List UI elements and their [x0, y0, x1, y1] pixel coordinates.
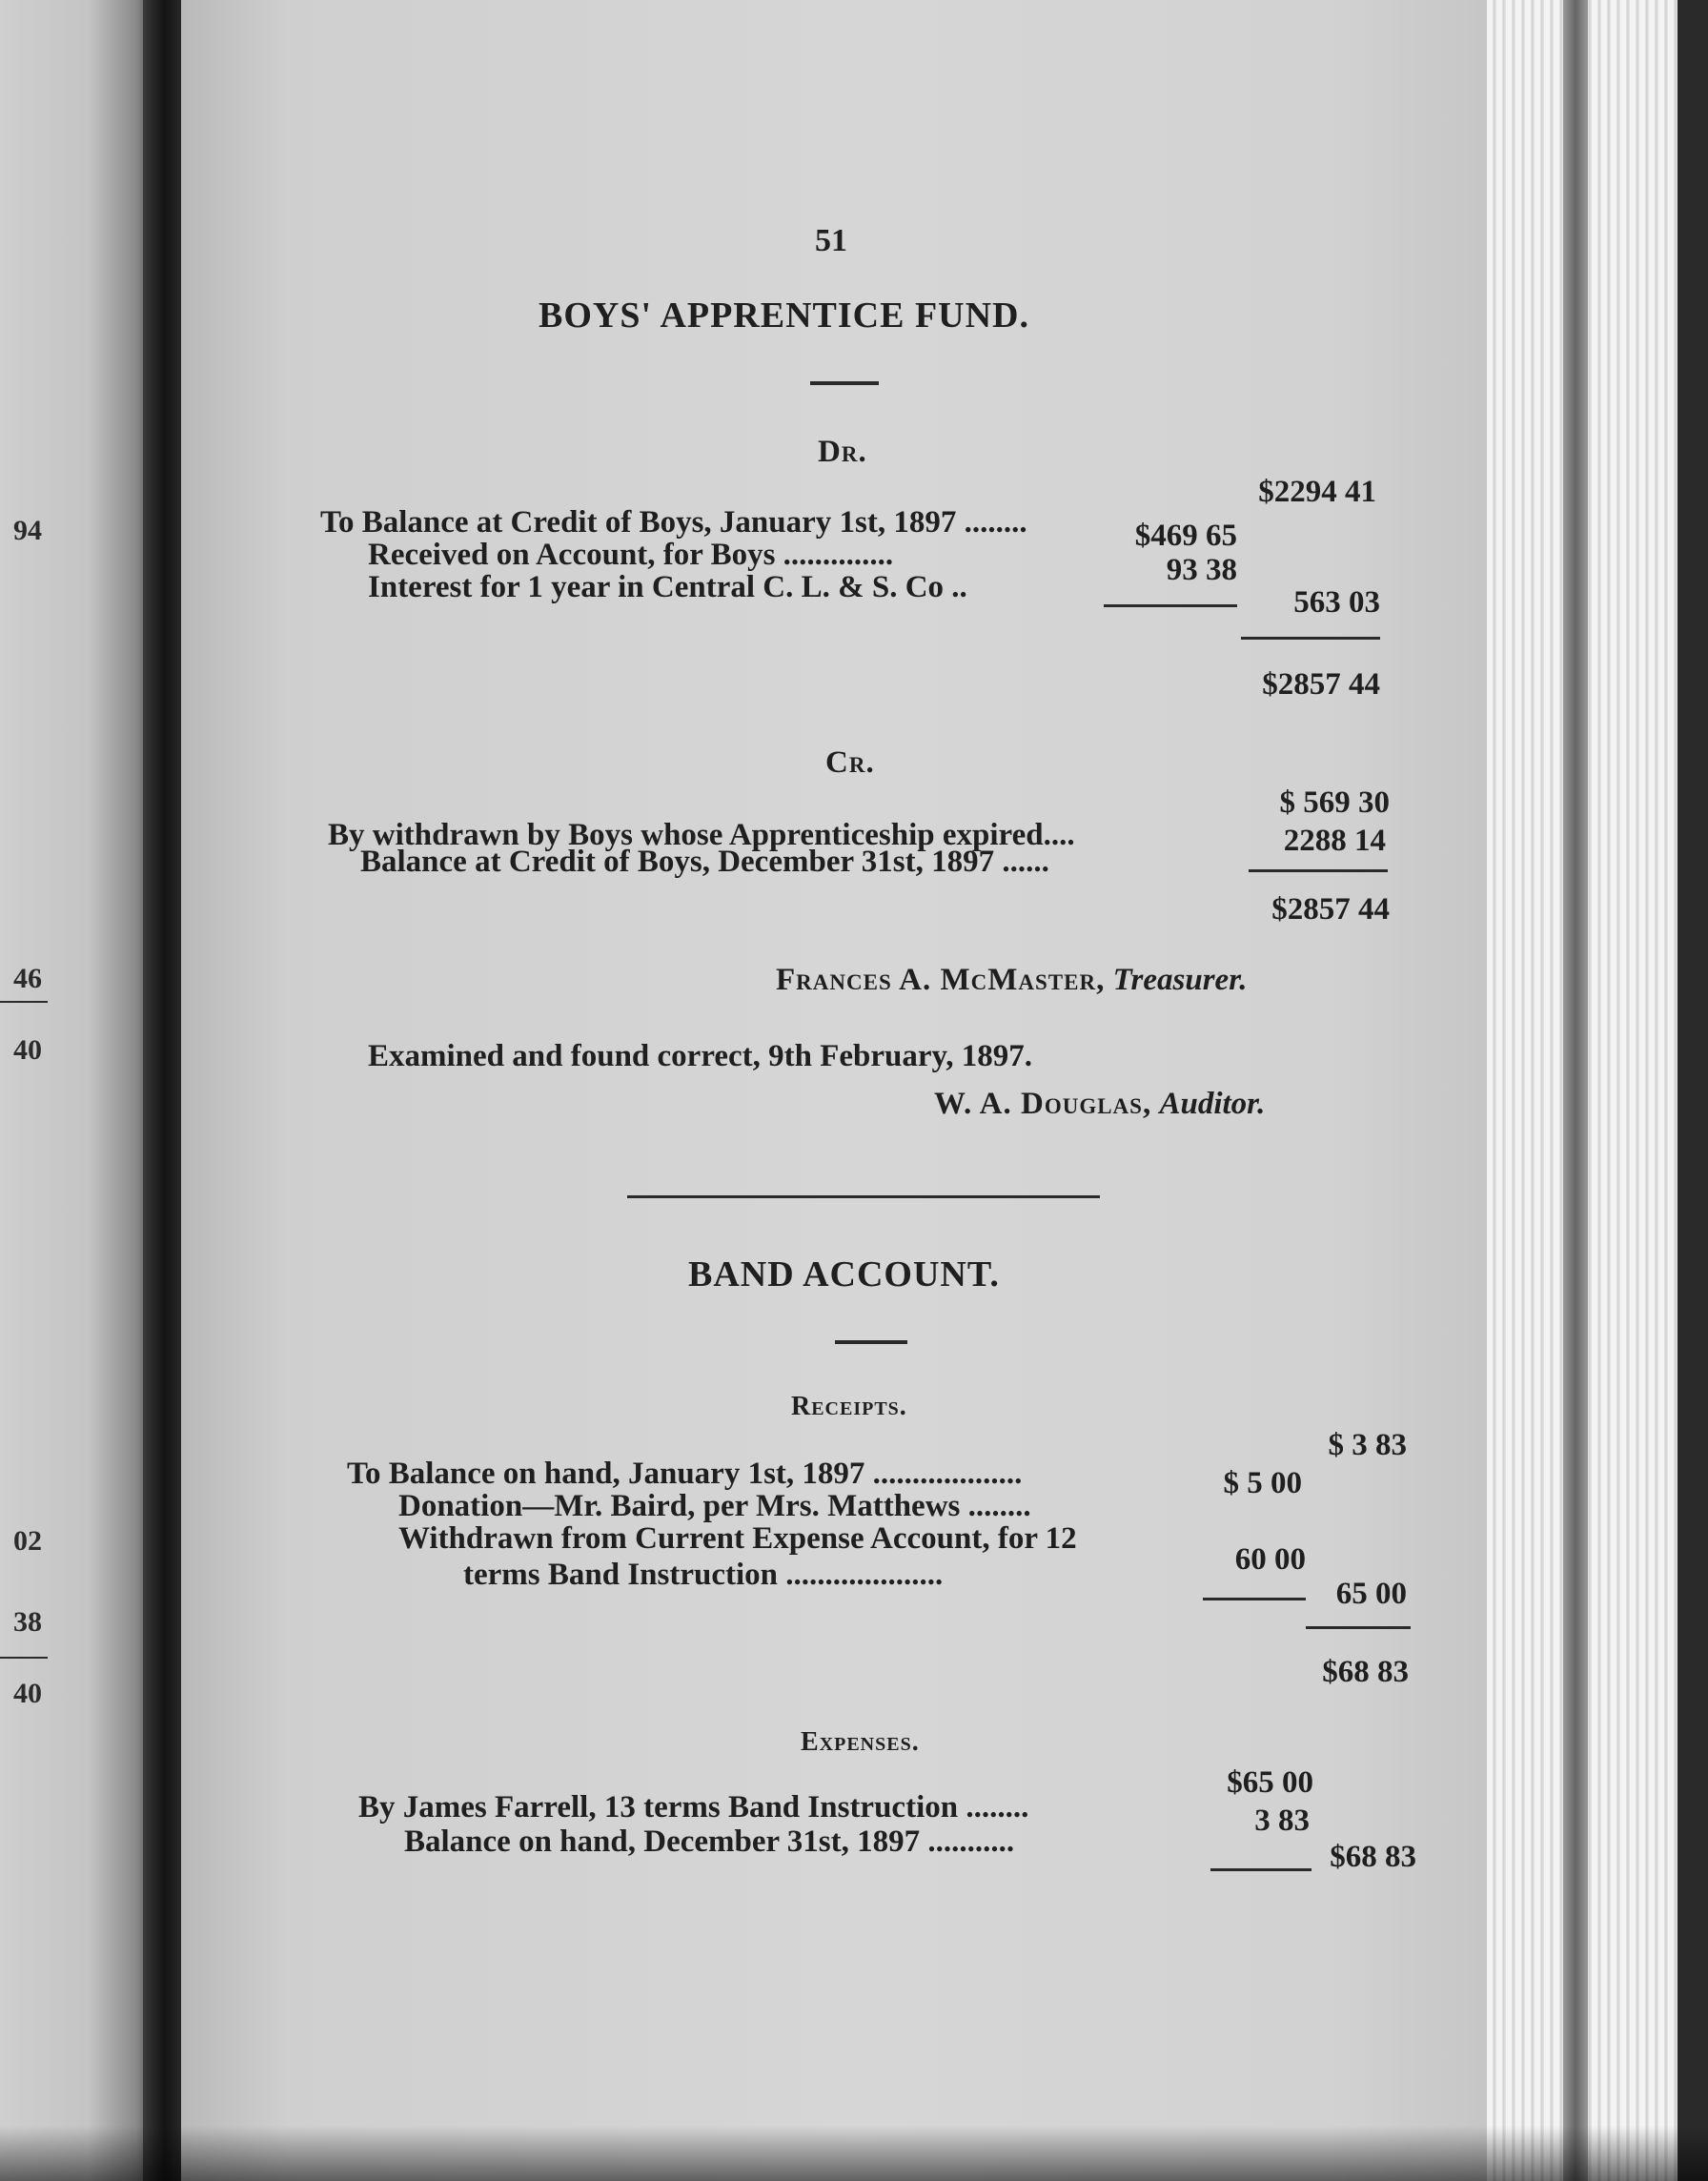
- receipt-line-label: Donation—Mr. Baird, per Mrs. Matthews ........: [398, 1489, 1031, 1523]
- expense-line-label: Balance on hand, December 31st, 1897 ...........: [404, 1824, 1015, 1859]
- section-title-boys-fund: BOYS' APPRENTICE FUND.: [539, 296, 1029, 336]
- examined-statement: Examined and found correct, 9th February, 1897.: [368, 1039, 1032, 1073]
- title-rule: [810, 381, 879, 385]
- expenses-total: $68 83: [1330, 1840, 1416, 1874]
- receipt-line-label: To Balance on hand, January 1st, 1897 ...................: [347, 1457, 1023, 1491]
- debit-subtotal: 563 03: [1293, 585, 1380, 620]
- background-right: [1678, 0, 1708, 2181]
- book-gutter: [143, 0, 186, 2181]
- receipt-line-label: terms Band Instruction ....................: [463, 1558, 944, 1592]
- debit-line-amount: $2294 41: [1258, 475, 1376, 509]
- subtotal-rule: [1203, 1598, 1306, 1600]
- receipt-line-amount: $ 5 00: [1223, 1466, 1302, 1500]
- credit-line-label: By withdrawn by Boys whose Apprenticeship expired....: [328, 818, 1075, 852]
- receipt-line-label: Withdrawn from Current Expense Account, for 12: [398, 1521, 1077, 1556]
- receipts-heading: Receipts.: [791, 1392, 907, 1421]
- credit-total: $2857 44: [1271, 892, 1390, 927]
- treasurer-title: Treasurer.: [1112, 963, 1248, 997]
- left-margin-number: 46: [13, 963, 42, 994]
- treasurer-name: Frances A. McMaster,: [776, 963, 1106, 997]
- section-title-band-account: BAND ACCOUNT.: [688, 1254, 1000, 1294]
- left-margin-number: 02: [13, 1525, 42, 1557]
- left-margin-number: 40: [13, 1678, 42, 1709]
- debit-line-label: Interest for 1 year in Central C. L. & S. Co ..: [368, 570, 967, 604]
- debit-line-amount: $469 65: [1134, 519, 1237, 553]
- debit-heading: Dr.: [818, 435, 867, 469]
- debit-total: $2857 44: [1262, 667, 1380, 702]
- left-margin-number: 38: [13, 1606, 42, 1638]
- receipt-line-amount: 60 00: [1234, 1542, 1306, 1577]
- credit-line-label: Balance at Credit of Boys, December 31st, 1897 ......: [360, 845, 1049, 879]
- expense-line-amount: $65 00: [1227, 1765, 1313, 1800]
- total-rule: [1306, 1626, 1411, 1629]
- expense-line-label: By James Farrell, 13 terms Band Instruction ........: [358, 1790, 1029, 1824]
- credit-total-rule: [1249, 869, 1388, 872]
- left-margin-rule: [0, 1657, 48, 1659]
- left-page-edge: [0, 0, 160, 2181]
- subtotal-rule: [1104, 604, 1237, 607]
- title-rule: [835, 1340, 907, 1344]
- receipt-line-amount: $ 3 83: [1328, 1428, 1407, 1462]
- page-number: 51: [815, 223, 847, 258]
- expenses-heading: Expenses.: [801, 1727, 920, 1757]
- left-margin-number: 94: [13, 515, 42, 546]
- debit-line-label: Received on Account, for Boys ..............: [368, 538, 894, 572]
- credit-line-amount: $ 569 30: [1279, 785, 1390, 820]
- receipts-total: $68 83: [1322, 1655, 1409, 1689]
- bottom-shadow: [0, 2126, 1708, 2181]
- expenses-total-rule: [1210, 1868, 1312, 1871]
- auditor-name: W. A. Douglas,: [934, 1087, 1152, 1121]
- left-margin-number: 40: [13, 1034, 42, 1066]
- total-rule: [1241, 637, 1380, 640]
- debit-line-label: To Balance at Credit of Boys, January 1st, 1897 ........: [320, 505, 1027, 540]
- debit-line-amount: 93 38: [1166, 553, 1237, 587]
- receipts-subtotal: 65 00: [1335, 1577, 1407, 1611]
- left-margin-rule: [0, 1001, 48, 1003]
- page-edges: [1487, 0, 1708, 2181]
- auditor-title: Auditor.: [1159, 1087, 1266, 1121]
- credit-heading: Cr.: [825, 745, 875, 780]
- expense-line-amount: 3 83: [1254, 1804, 1310, 1838]
- cover-edge: [1563, 0, 1588, 2181]
- section-divider: [627, 1195, 1100, 1198]
- credit-line-amount: 2288 14: [1283, 824, 1386, 858]
